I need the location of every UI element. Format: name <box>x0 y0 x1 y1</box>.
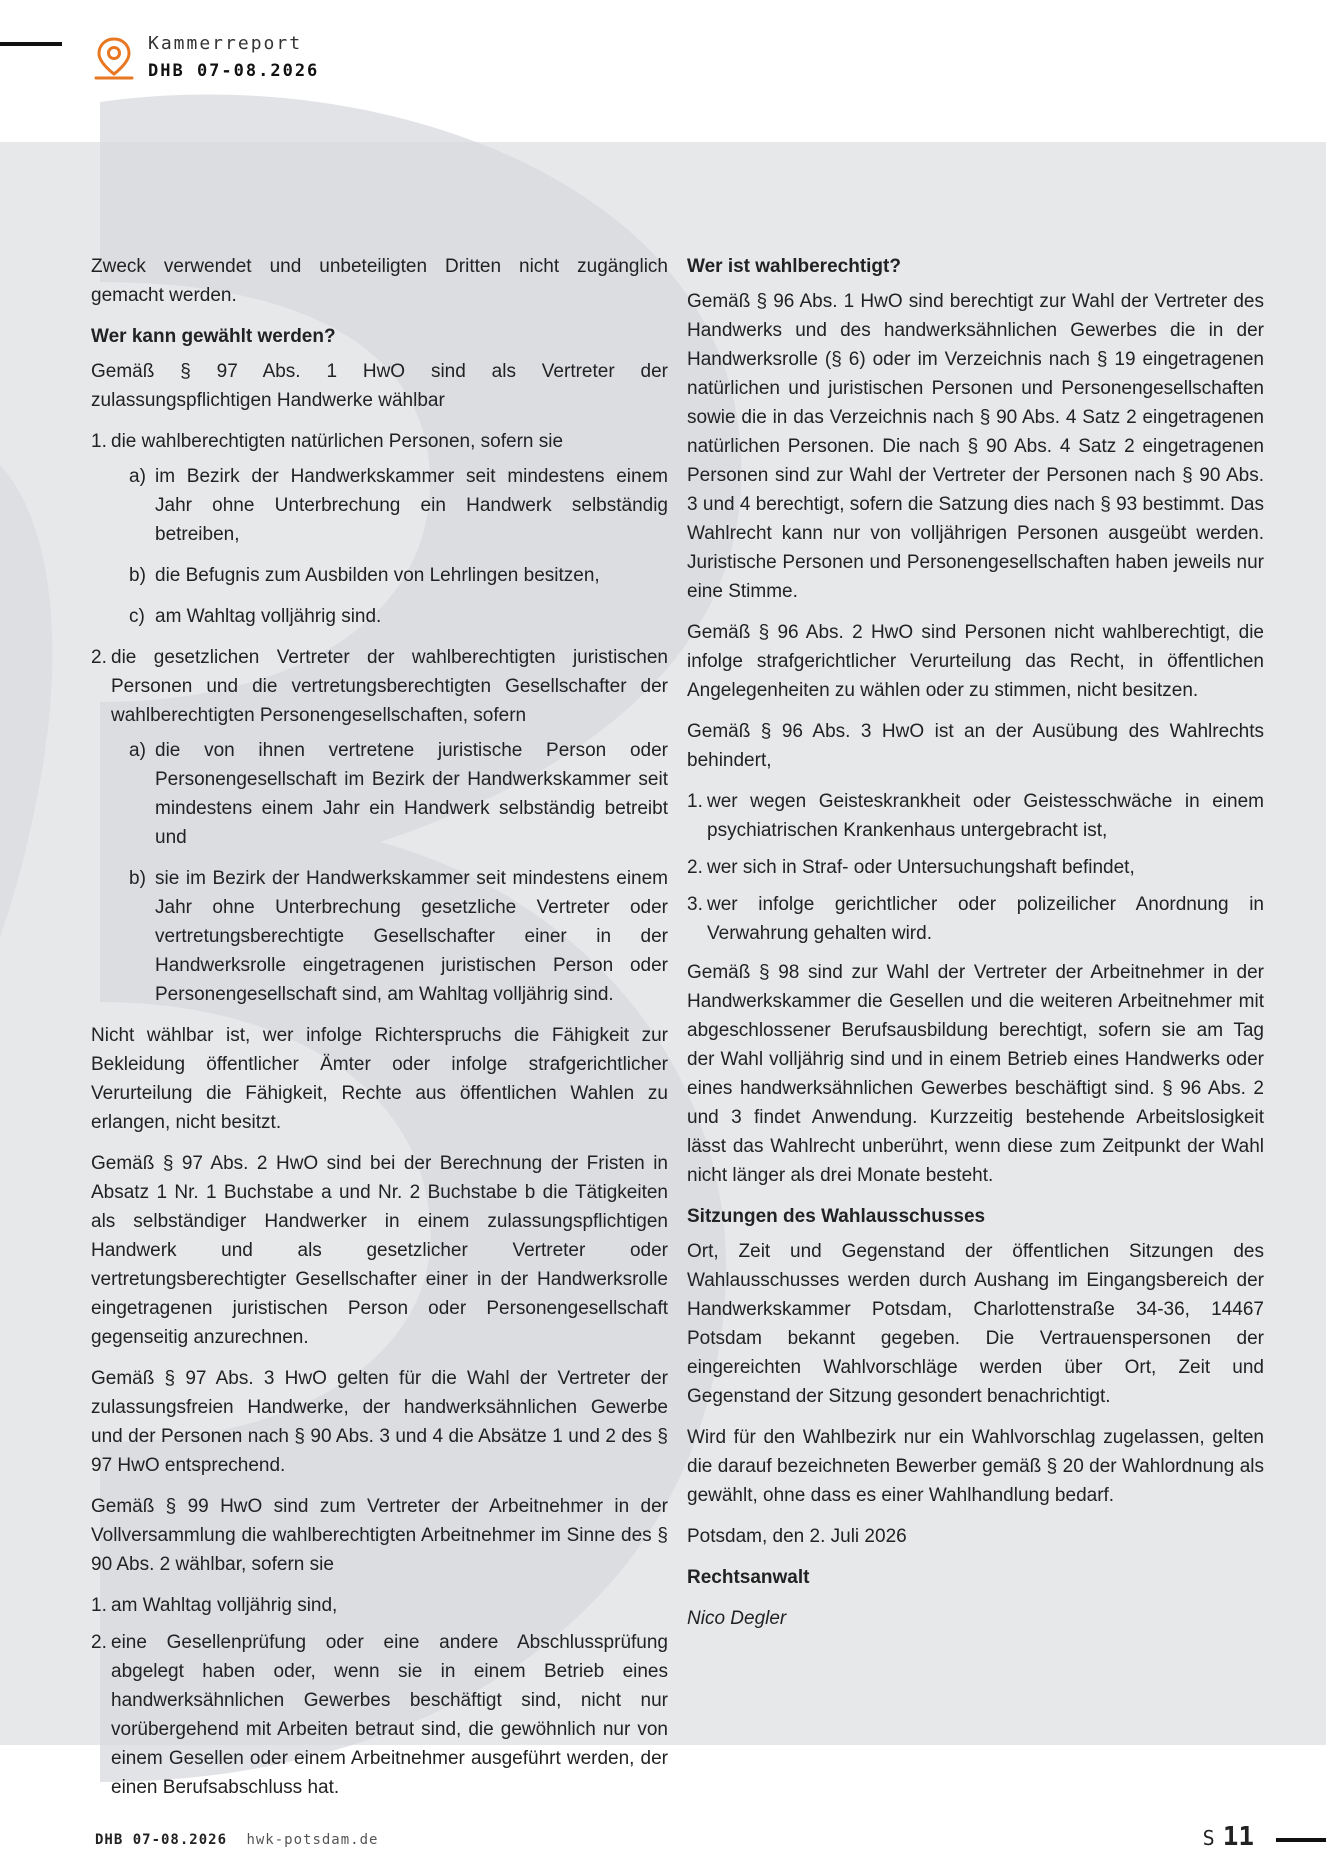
sub-list-item <box>111 462 668 549</box>
list-item <box>687 853 1264 882</box>
magazine-section-title: Kammerreport <box>148 33 303 54</box>
sub-list-letter: b) <box>129 565 146 586</box>
sub-list-item <box>111 561 668 590</box>
sub-list-item <box>111 736 668 852</box>
sub-list-letter: b) <box>129 868 146 889</box>
list-item-text: die gesetzlichen Vertreter der wahlberechtigten juristischen Personen und die vertretungsberechtigten Gesellschafter der wahlberechtigten Personengesellschaften, sofern <box>111 647 668 726</box>
paragraph: Gemäß § 96 Abs. 3 HwO ist an der Ausübung des Wahlrechts behindert, <box>687 721 1264 771</box>
sub-list-letter: a) <box>129 740 146 761</box>
paragraph: Gemäß § 97 Abs. 1 HwO sind als Vertreter der zulassungspflichtigen Handwerke wählbar <box>91 361 668 411</box>
footer-rule <box>1276 1838 1326 1842</box>
list-item-text: eine Gesellenprüfung oder eine andere Abschlussprüfung abgelegt haben oder, wenn sie in einem Betrieb eines handwerksähnlichen Gewerbes beschäftigt sind, nicht nur vorübergehend mit Arbeiten betraut sind, die gewöhnlich nur von einem Gesellen oder einem Arbeitnehmer ausgeführt werden, der einen Berufsabschluss hat. <box>111 1632 668 1798</box>
article-panel <box>0 142 1326 1798</box>
list-item <box>687 890 1264 948</box>
numbered-list <box>687 787 1264 948</box>
header-rule <box>0 42 62 46</box>
paragraph: Gemäß § 99 HwO sind zum Vertreter der Arbeitnehmer in der Vollversammlung die wahlberechtigten Arbeitnehmer im Sinne des § 90 Abs. 2 wählbar, sofern sie <box>91 1496 668 1575</box>
list-item-text: wer sich in Straf- oder Untersuchungshaft befindet, <box>707 857 1135 878</box>
list-number: 2. <box>91 1632 107 1653</box>
sub-list-text: im Bezirk der Handwerkskammer seit mindestens einem Jahr ohne Unterbrechung ein Handwerk selbständig betreiben, <box>155 466 668 545</box>
list-number: 2. <box>687 857 703 878</box>
list-item-text: am Wahltag volljährig sind, <box>111 1595 338 1616</box>
numbered-list <box>91 427 668 1009</box>
paragraph: Ort, Zeit und Gegenstand der öffentlichen Sitzungen des Wahlausschusses werden durch Aushang im Eingangsbereich der Handwerkskammer Potsdam, Charlottenstraße 34-36, 14467 Potsdam bekannt gegeben. Die Vertrauenspersonen der eingereichten Wahlvorschläge werden über Ort, Zeit und Gegenstand der Sitzung gesondert benachrichtigt. <box>687 1241 1264 1407</box>
sub-list-item <box>111 602 668 631</box>
magazine-issue: DHB 07-08.2026 <box>148 61 320 81</box>
signer-title: Rechtsanwalt <box>687 1567 810 1588</box>
list-item <box>91 427 668 631</box>
list-item <box>91 643 668 1009</box>
sub-list-text: sie im Bezirk der Handwerkskammer seit mindestens einem Jahr ohne Unterbrechung gesetzliche Vertreter oder vertretungsberechtigte Gesellschafter einer in der Handwerksrolle eingetragenen juristischen Person oder Personengesellschaft sind, am Wahltag volljährig sind. <box>155 868 668 1005</box>
list-number: 1. <box>687 791 703 812</box>
sub-list-text: die Befugnis zum Ausbilden von Lehrlingen besitzen, <box>155 565 600 586</box>
paragraph: Gemäß § 97 Abs. 2 HwO sind bei der Berechnung der Fristen in Absatz 1 Nr. 1 Buchstabe a und Nr. 2 Buchstabe b die Tätigkeiten als selbständiger Handwerker in einem zulassungspflichtigen Handwerk und als gesetzlicher Vertreter oder vertretungsberechtigter Gesellschafter einer in der Handwerksrolle eingetragenen juristischen Person oder Personengesellschaft gegenseitig anzurechnen. <box>91 1153 668 1348</box>
list-item-text: wer wegen Geisteskrankheit oder Geistesschwäche in einem psychiatrischen Krankenhaus untergebracht ist, <box>707 791 1264 841</box>
section-heading-eligible-voters: Wer ist wahlberechtigt? <box>687 256 901 277</box>
sub-list-letter: a) <box>129 466 146 487</box>
paragraph: Wird für den Wahlbezirk nur ein Wahlvorschlag zugelassen, gelten die darauf bezeichneten Bewerber gemäß § 20 der Wahlordnung als gewählt, ohne dass es einer Wahlhandlung bedarf. <box>687 1427 1264 1506</box>
left-column <box>91 252 668 1812</box>
paragraph: Gemäß § 98 sind zur Wahl der Vertreter der Arbeitnehmer in der Handwerkskammer die Gesellen und die weiteren Arbeitnehmer mit abgeschlossener Berufsausbildung berechtigt, sofern sie am Tag der Wahl volljährig sind und in einem Betrieb eines Handwerks oder eines handwerksähnlichen Gewerbes beschäftigt sind. § 96 Abs. 2 und 3 findet Anwendung. Kurzzeitig bestehende Arbeitslosigkeit lässt das Wahlrecht unberührt, wenn diese zum Zeitpunkt der Wahl nicht länger als drei Monate besteht. <box>687 962 1264 1186</box>
sub-list <box>111 462 668 631</box>
intro-paragraph: Zweck verwendet und unbeteiligten Dritten nicht zugänglich gemacht werden. <box>91 256 668 306</box>
signer-name: Nico Degler <box>687 1608 787 1629</box>
section-heading-eligible-candidates: Wer kann gewählt werden? <box>91 326 336 347</box>
sub-list-text: die von ihnen vertretene juristische Person oder Personengesellschaft im Bezirk der Handwerkskammer seit mindestens einem Jahr ein Handwerk selbständig betreibt und <box>155 740 668 848</box>
list-number: 1. <box>91 431 107 452</box>
paragraph: Gemäß § 97 Abs. 3 HwO gelten für die Wahl der Vertreter der zulassungsfreien Handwerke, der handwerksähnlichen Gewerbe und der Personen nach § 90 Abs. 3 und 4 die Absätze 1 und 2 des § 97 HwO entsprechend. <box>91 1368 668 1476</box>
section-heading-committee-sessions: Sitzungen des Wahlausschusses <box>687 1206 986 1227</box>
page-number-value: 11 <box>1222 1822 1254 1852</box>
place-date: Potsdam, den 2. Juli 2026 <box>687 1526 907 1547</box>
paragraph: Nicht wählbar ist, wer infolge Richterspruchs die Fähigkeit zur Bekleidung öffentlicher Ämter oder infolge strafgerichtlicher Verurteilung die Fähigkeit, Rechte aus öffentlichen Wahlen zu erlangen, nicht besitzt. <box>91 1025 668 1133</box>
paragraph: Gemäß § 96 Abs. 2 HwO sind Personen nicht wahlberechtigt, die infolge strafgerichtlicher Verurteilung das Recht, in öffentlichen Angelegenheiten zu wählen oder zu stimmen, nicht besitzen. <box>687 622 1264 701</box>
page-number <box>1203 1822 1254 1852</box>
numbered-list <box>91 1591 668 1802</box>
list-item <box>91 1591 668 1620</box>
list-number: 3. <box>687 894 703 915</box>
paragraph: Gemäß § 96 Abs. 1 HwO sind berechtigt zur Wahl der Vertreter des Handwerks und des handwerksähnlichen Gewerbes die in der Handwerksrolle (§ 6) oder im Verzeichnis nach § 19 eingetragenen natürlichen und juristischen Personen und Personengesellschaften sowie die in das Verzeichnis nach § 90 Abs. 4 Satz 2 eingetragenen natürlichen Personen. Die nach § 90 Abs. 4 Satz 2 eingetragenen Personen sind zur Wahl der Vertreter der Personen nach § 90 Abs. 3 und 4 berechtigt, sofern die Satzung dies nach § 93 bestimmt. Das Wahlrecht kann nur von volljährigen Personen ausgeübt werden. Juristische Personen und Personengesellschaften haben jeweils nur eine Stimme. <box>687 291 1264 602</box>
footer-issue: DHB 07-08.2026 <box>95 1832 228 1848</box>
list-item-text: die wahlberechtigten natürlichen Personen, sofern sie <box>111 431 564 452</box>
sub-list-text: am Wahltag volljährig sind. <box>155 606 382 627</box>
list-number: 2. <box>91 647 107 668</box>
sub-list-item <box>111 864 668 1009</box>
list-item <box>91 1628 668 1802</box>
list-item-text: wer infolge gerichtlicher oder polizeilicher Anordnung in Verwahrung gehalten wird. <box>707 894 1264 944</box>
right-column <box>687 252 1264 1645</box>
sub-list <box>111 736 668 1009</box>
location-pin-icon <box>92 36 136 82</box>
page-prefix: S <box>1202 1826 1215 1850</box>
list-item <box>687 787 1264 845</box>
footer-url: hwk-potsdam.de <box>246 1832 379 1848</box>
sub-list-letter: c) <box>129 606 145 627</box>
list-number: 1. <box>91 1595 107 1616</box>
page-footer <box>95 1832 378 1848</box>
